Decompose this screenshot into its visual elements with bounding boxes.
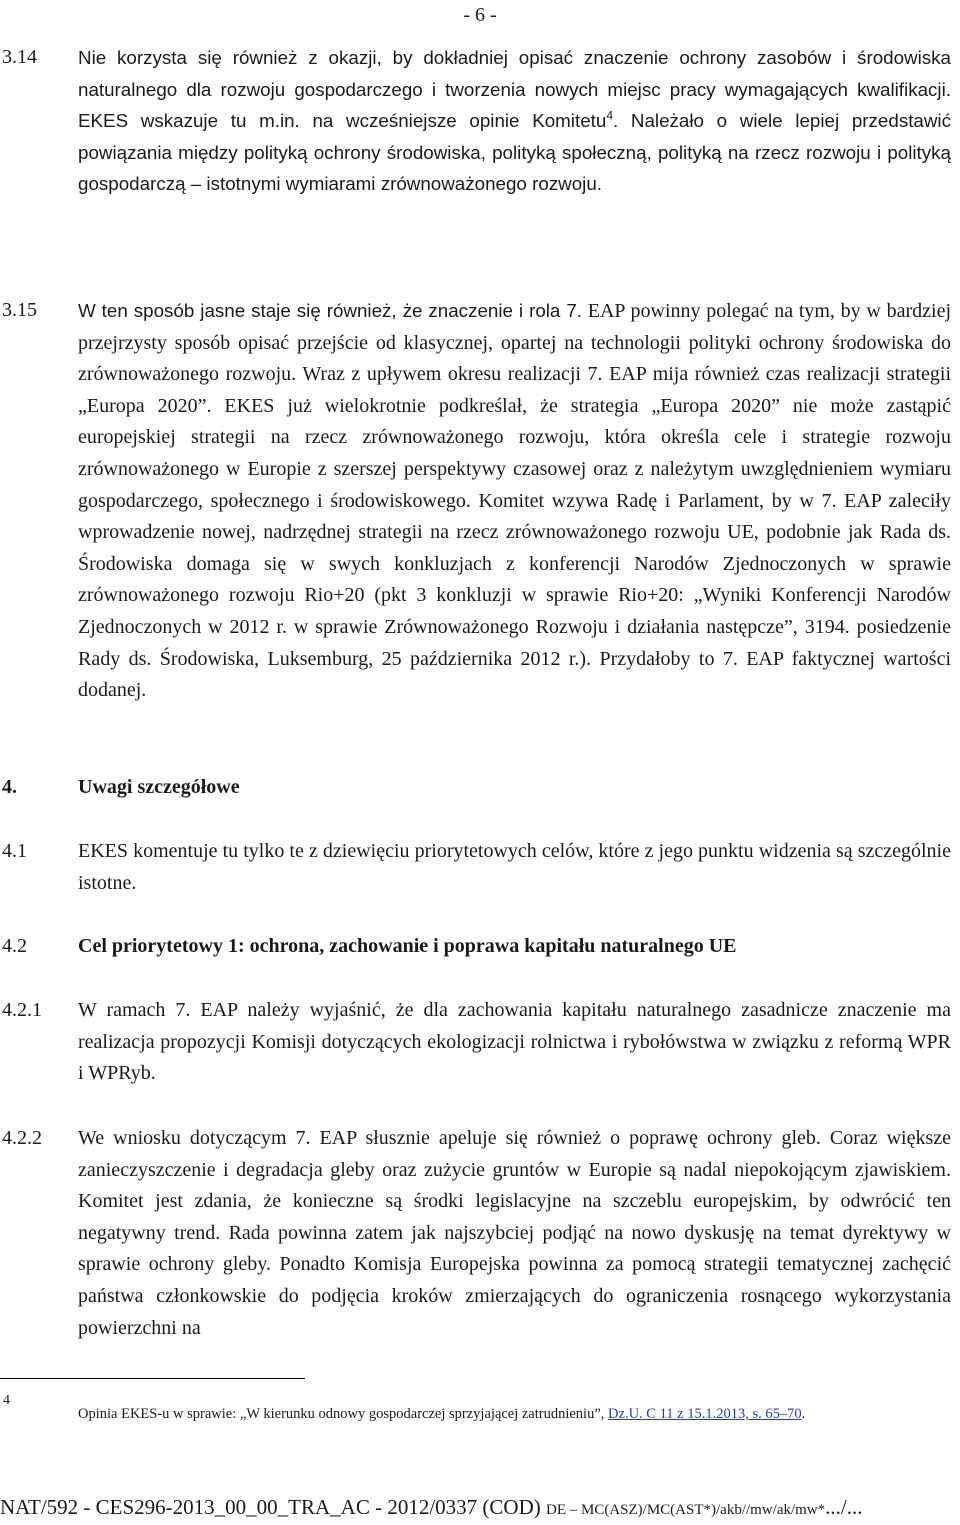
footnote-text — [78, 1405, 805, 1423]
paragraph-text: Nie korzysta się również z okazji, by dokładniej opisać znaczenie ochrony zasobów i środowiska naturalnego dla rozwoju gospodarczego i tworzenia nowych miejsc pracy wymagających kwalifikacji. EKES wskazuje tu m.in. na wcześniejsze opinie Komitetu — [78, 47, 951, 132]
footnote-mark: 4 — [3, 1393, 10, 1408]
paragraph-body — [78, 42, 951, 200]
footnote-reference[interactable]: 4 — [606, 108, 613, 123]
heading-number: 4.2 — [2, 935, 27, 957]
paragraph-number: 3.14 — [2, 46, 37, 68]
document-code-main: NAT/592 - CES296-2013_00_00_TRA_AC - 2012/0337 (COD) — [0, 1495, 546, 1519]
footnote-end: . — [801, 1406, 806, 1422]
paragraph-number: 4.2.2 — [2, 1127, 42, 1149]
heading-number: 4. — [2, 776, 17, 798]
paragraph-body: W ramach 7. EAP należy wyjaśnić, że dla zachowania kapitału naturalnego zasadnicze znaczenie ma realizacja propozycji Komisji dotyczących ekologizacji rolnictwa i rybołówstwa w związku z reformą WPR i WPRyb. — [78, 999, 951, 1085]
paragraph-body — [78, 295, 951, 707]
paragraph-number: 3.15 — [2, 299, 37, 321]
footnote-link[interactable]: Dz.U. C 11 z 15.1.2013, s. 65–70 — [608, 1406, 802, 1422]
footnote-separator — [0, 1378, 305, 1379]
heading-title: Cel priorytetowy 1: ochrona, zachowanie i poprawa kapitału naturalnego UE — [78, 935, 737, 957]
paragraph-number: 4.1 — [2, 840, 27, 862]
heading-title: Uwagi szczegółowe — [78, 776, 240, 798]
paragraph-text: EAP powinny polegać na tym, by w bardziej przejrzysty sposób opisać przejście od klasycznej, opartej na technologii polityki ochrony środowiska do zrównoważonego rozwoju. Wraz z upływem okresu realizacji 7. EAP mija również czas realizacji strategii „Europa 2020”. EKES już wielokrotnie podkreślał, że strategia „Europa 2020” nie może zastąpić europejskiej strategii na rzecz zrównoważonego rozwoju, która określa cele i strategie rozwoju zrównoważonego w Europie z szerszej perspektywy czasowej oraz z należytym uwzględnieniem wymiaru gospodarczego, społecznego i środowiskowego. Komitet wzywa Radę i Parlament, by w 7. EAP zaleciły wprowadzenie nowej, nadrzędnej strategii na rzecz zrównoważonego rozwoju UE, podobnie jak Rada ds. Środowiska domaga się w swych konkluzjach z konferencji Narodów Zjednoczonych w sprawie zrównoważonego rozwoju Rio+20 (pkt 3 konkluzji w sprawie Rio+20: „Wyniki Konferencji Narodów Zjednoczonych w 2012 r. w sprawie Zrównoważonego Rozwoju i działania następcze”, 3194. posiedzenie Rady ds. Środowiska, Luksemburg, 25 października 2012 r.). Przydałoby to 7. EAP faktycznej wartości dodanej. — [78, 300, 951, 702]
paragraph-text: . Należało o wiele lepiej przedstawić powiązania między polityką ochrony środowiska, polityką społeczną, polityką na rzecz rozwoju i polityką gospodarczą – istotnymi wymiarami zrównoważonego rozwoju. — [78, 110, 951, 195]
document-code — [0, 1494, 863, 1523]
page-number: - 6 - — [463, 4, 497, 26]
footnote-body: Opinia EKES-u w sprawie: „W kierunku odnowy gospodarczej sprzyjającej zatrudnieniu”, — [78, 1406, 609, 1422]
paragraph-body: We wniosku dotyczącym 7. EAP słusznie apeluje się również o poprawę ochrony gleb. Coraz większe zanieczyszczenie i degradacja gleby oraz zużycie gruntów w Europie są nadal niepokojącym zjawiskiem. Komitet jest zdania, że konieczne są środki legislacyjne na szczeblu europejskim, by odwrócić ten negatywny trend. Rada powinna zatem jak najszybciej podjąć na nowo dyskusję na temat dyrektywy w sprawie ochrony gleby. Ponadto Komisja Europejska powinna za pomocą strategii tematycznej zachęcić państwa członkowskie do podjęcia kroków zmierzających do ograniczenia rosnącego wykorzystania powierzchni na — [78, 1127, 951, 1339]
paragraph-body: EKES komentuje tu tylko te z dziewięciu priorytetowych celów, które z jego punktu widzenia są szczególnie istotne. — [78, 840, 951, 894]
document-code-continued: .../... — [825, 1495, 863, 1519]
paragraph-text: W ten sposób jasne staje się również, że znaczenie i rola 7. — [78, 300, 583, 321]
document-code-initials: DE – MC(ASZ)/MC(AST*)/akb//mw/ak/mw* — [546, 1502, 826, 1518]
paragraph-number: 4.2.1 — [2, 999, 42, 1021]
